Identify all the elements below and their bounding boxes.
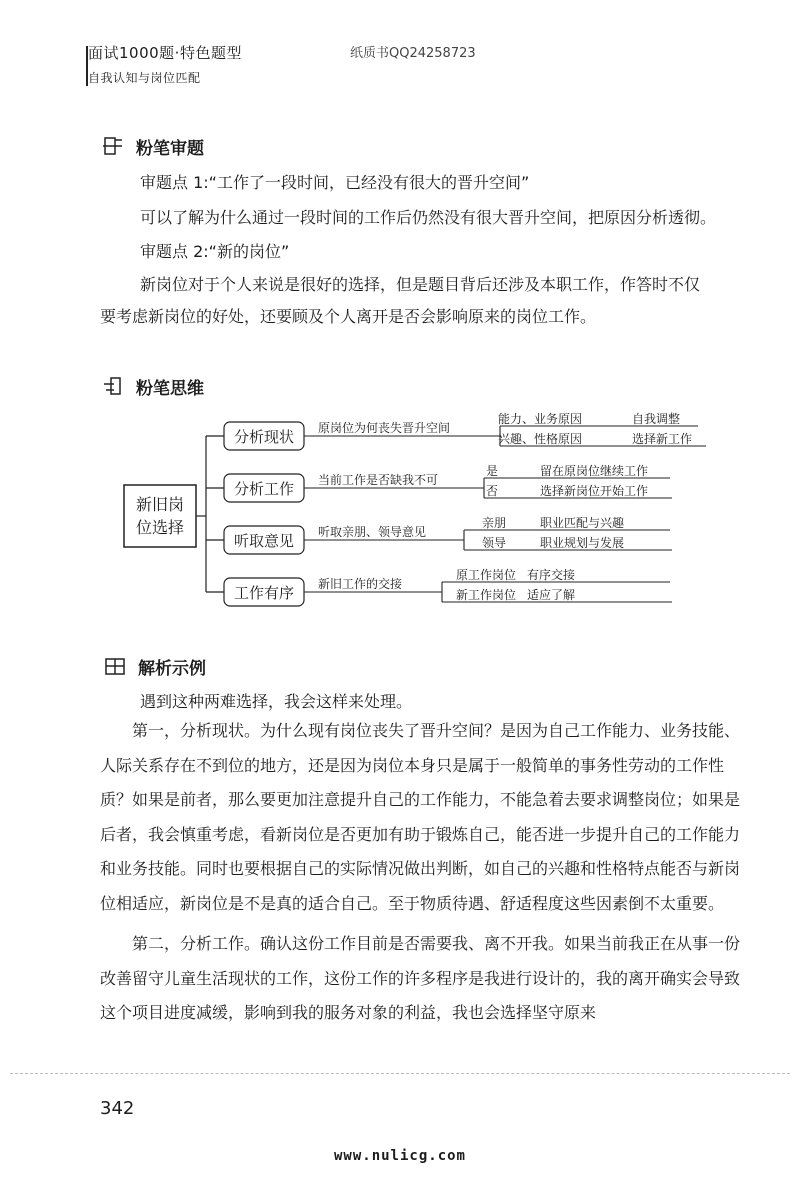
branch-node-label: 分析工作 [233, 480, 295, 498]
example-body [100, 714, 740, 1037]
section-title: 粉笔审题 [136, 139, 204, 159]
example-paragraph-2: 第二，分析工作。确认这份工作目前是否需要我、离不开我。如果当前我正在从事一份改善留守儿童生活现状的工作，这份工作的许多程序是我进行设计的，我的离开确实会导致这个项目进度减缓，影响到我的服务对象的利益，我也会选择坚守原来 [100, 934, 741, 1022]
leaf-value: 职业匹配与兴趣 [540, 516, 625, 530]
leaf-value: 自我调整 [632, 412, 681, 426]
page-number: 342 [100, 1098, 135, 1119]
review-point2-line1: 新岗位对于个人来说是很好的选择，但是题目背后还涉及本职工作，作答时不仅 [140, 275, 701, 294]
branch-connector-label: 听取亲朋、领导意见 [318, 525, 427, 539]
branch-connector-label: 当前工作是否缺我不可 [318, 473, 439, 487]
section-title: 粉笔思维 [136, 379, 204, 399]
branch-node-label: 工作有序 [233, 584, 295, 602]
example-intro: 遇到这种两难选择，我会这样来处理。 [140, 692, 413, 711]
scan-artifact-line [10, 1073, 790, 1074]
leaf-value: 选择新岗位开始工作 [540, 484, 649, 498]
leaf-value: 适应了解 [527, 588, 576, 602]
root-node-box [124, 485, 196, 547]
branch-node-label: 分析现状 [233, 428, 295, 446]
magnifier-doc-icon [102, 136, 124, 158]
example-paragraph-1: 第一，分析现状。为什么现有岗位丧失了晋升空间？是因为自己工作能力、业务技能、人际关系存在不到位的地方，还是因为岗位本身只是属于一般简单的事务性劳动的工作性质？如果是前者，那么要更加注意提升自己的工作能力，不能急着去要求调整岗位；如果是后者，我会慎重考虑，看新岗位是否更加有助于锻炼自己，能否进一步提升自己的工作能力和业务技能。同时也要根据自己的实际情况做出判断，如自己的兴趣和性格特点能否与新岗位相适应，新岗位是不是真的适合自己。至于物质待遇、舒适程度这些因素倒不太重要。 [100, 721, 741, 913]
root-node-line1: 新旧岗 [135, 495, 185, 514]
leaf-key: 新工作岗位 [456, 588, 517, 602]
leaf-value: 选择新工作 [632, 432, 693, 446]
review-point2-label: 审题点 2:“新的岗位” [140, 242, 290, 261]
header-subtitle: 自我认知与岗位匹配 [88, 71, 201, 85]
review-point1-text: 可以了解为什么通过一段时间的工作后仍然没有很大晋升空间，把原因分析透彻。 [140, 208, 717, 227]
analysis-grid-icon [104, 656, 126, 678]
leaf-key: 能力、业务原因 [498, 412, 583, 426]
running-header [88, 42, 242, 86]
review-point1-label: 审题点 1:“工作了一段时间，已经没有很大的晋升空间” [140, 173, 530, 192]
section-heading-example [104, 654, 206, 679]
leaf-key: 原工作岗位 [456, 568, 517, 582]
leaf-key: 是 [486, 464, 499, 478]
leaf-key: 兴趣、性格原因 [498, 432, 583, 446]
branch-connector-label: 原岗位为何丧失晋升空间 [318, 421, 451, 435]
branch-connector-label: 新旧工作的交接 [318, 577, 403, 591]
section-heading-thinking [102, 374, 204, 399]
branch-node-box [224, 578, 304, 606]
review-point2-line2: 要考虑新岗位的好处，还要顾及个人离开是否会影响原来的岗位工作。 [100, 307, 597, 326]
section-heading-review [102, 134, 204, 159]
leaf-key: 领导 [482, 536, 507, 550]
watermark-text: 纸质书QQ24258723 [350, 46, 476, 61]
leaf-key: 亲朋 [482, 516, 507, 530]
section-title: 解析示例 [138, 659, 206, 679]
branch-node-label: 听取意见 [233, 532, 295, 550]
leaf-value: 职业规划与发展 [540, 536, 625, 550]
branch-node-box [224, 474, 304, 502]
header-title: 面试1000题·特色题型 [88, 44, 242, 62]
root-node-line2: 位选择 [135, 518, 185, 537]
branch-node-box [224, 526, 304, 554]
leaf-value: 留在原岗位继续工作 [540, 464, 649, 478]
mindmap-icon [102, 376, 124, 398]
footer-url: www.nulicg.com [333, 1148, 466, 1164]
leaf-key: 否 [486, 484, 499, 498]
branch-node-box [224, 422, 304, 450]
leaf-value: 有序交接 [527, 568, 576, 582]
